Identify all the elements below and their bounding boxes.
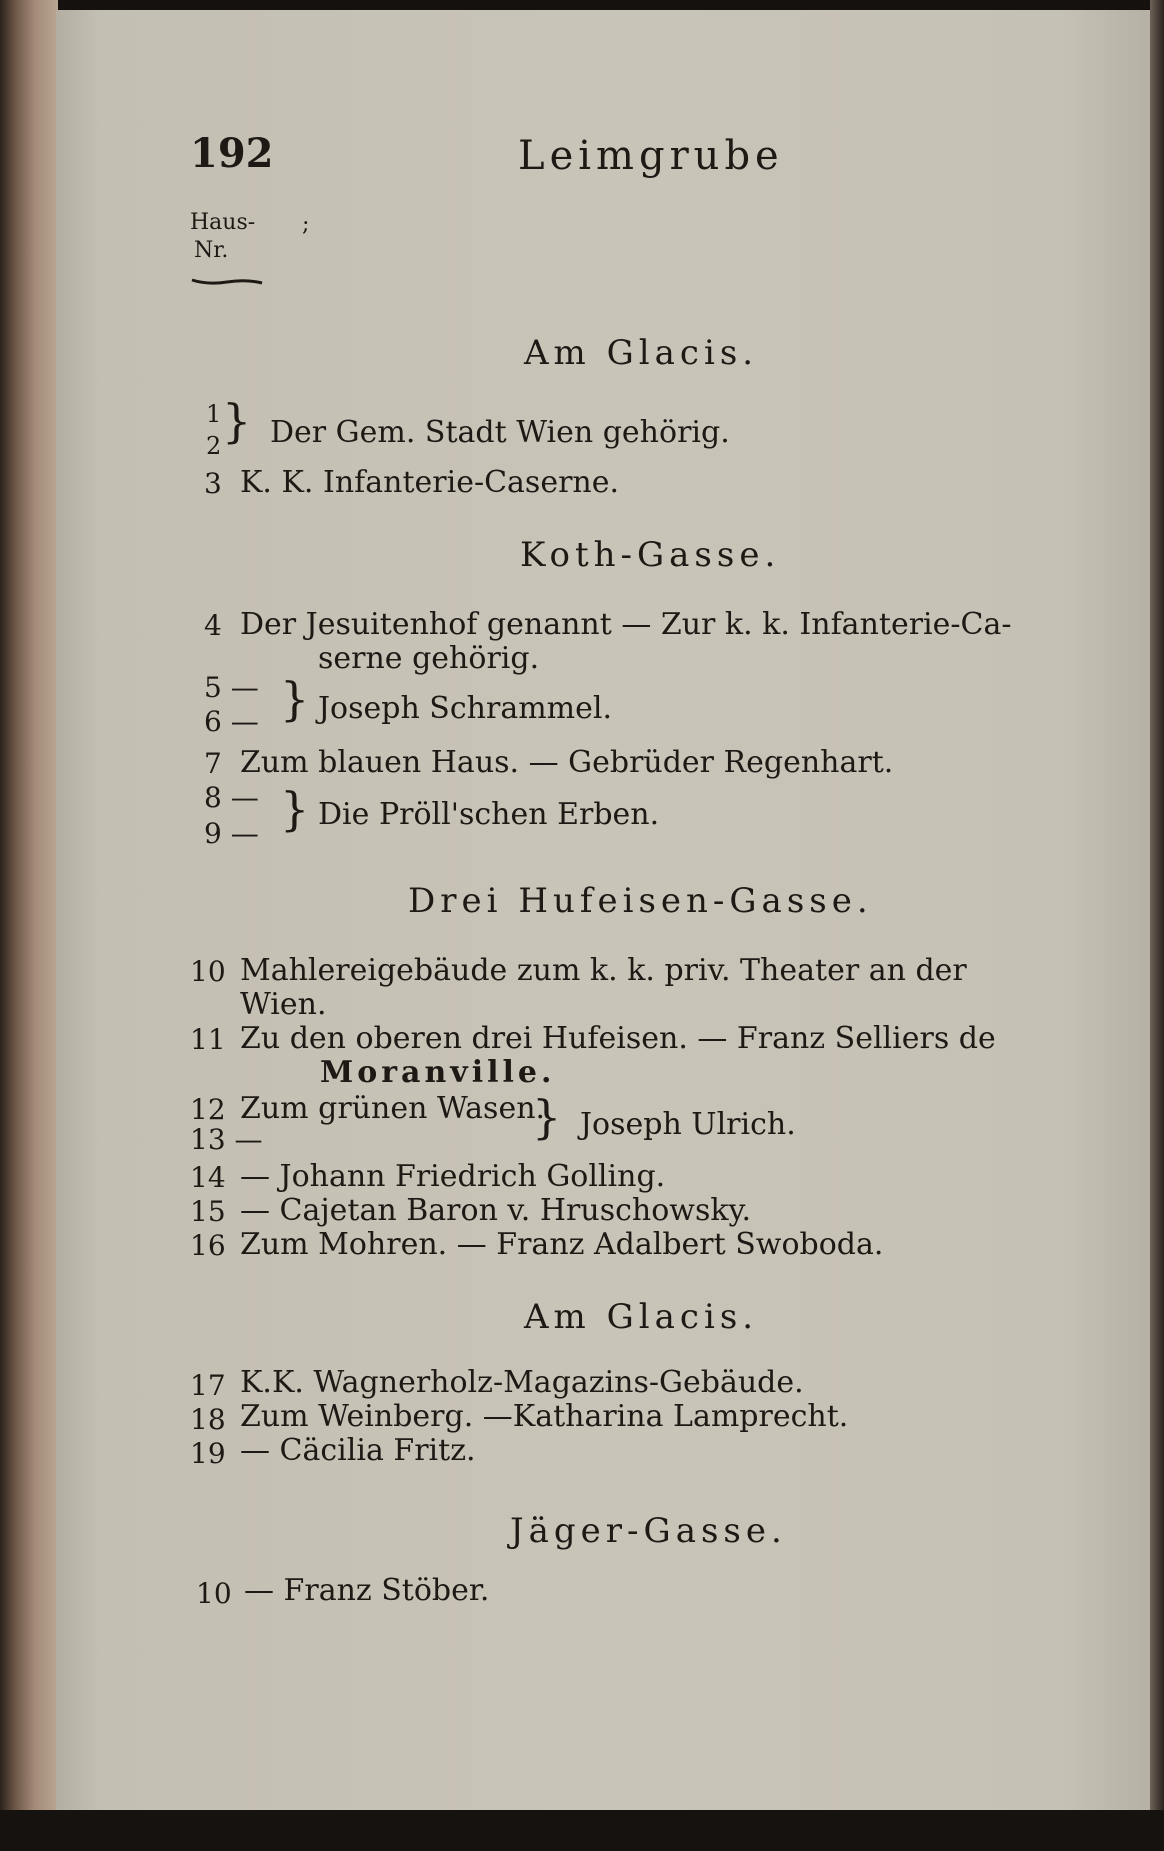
entry-text-continuation: Wien. bbox=[240, 987, 327, 1022]
house-number: 3 bbox=[204, 467, 222, 500]
book-spine-edge bbox=[0, 0, 58, 1851]
house-number: 1 bbox=[206, 400, 222, 428]
entry-text: — Johann Friedrich Golling. bbox=[240, 1159, 666, 1194]
house-number: 13 — bbox=[190, 1123, 263, 1156]
grouping-brace: } bbox=[280, 782, 310, 836]
house-number: 17 bbox=[190, 1369, 226, 1402]
column-label-haus: Haus- bbox=[190, 210, 256, 235]
book-right-edge bbox=[1150, 0, 1164, 1851]
house-number: 19 bbox=[190, 1437, 226, 1470]
house-number: 18 bbox=[190, 1403, 226, 1436]
entry-text: K. K. Infanterie-Caserne. bbox=[240, 465, 620, 500]
house-number: 14 bbox=[190, 1161, 226, 1194]
house-number: 16 bbox=[190, 1229, 226, 1262]
house-number: 2 bbox=[206, 432, 222, 460]
entry-text: Zum Weinberg. —Katharina Lamprecht. bbox=[240, 1399, 849, 1434]
entry-text-continuation: serne gehörig. bbox=[318, 641, 540, 676]
scan-bottom-band bbox=[0, 1810, 1164, 1851]
column-divider-mark: ; bbox=[302, 212, 310, 237]
entry-text: Die Pröll'schen Erben. bbox=[318, 797, 660, 832]
entry-text: K.K. Wagnerholz-Magazins-Gebäude. bbox=[240, 1365, 804, 1400]
house-number: 12 bbox=[190, 1093, 226, 1126]
house-number: 4 bbox=[204, 609, 222, 642]
entry-text: Mahlereigebäude zum k. k. priv. Theater an der bbox=[240, 953, 967, 988]
grouping-brace: } bbox=[280, 672, 310, 726]
house-number: 9 — bbox=[204, 817, 259, 850]
section-heading-jaeger-gasse: Jäger-Gasse. bbox=[510, 1511, 787, 1551]
entry-text: Zum blauen Haus. — Gebrüder Regenhart. bbox=[240, 745, 894, 780]
running-title: Leimgrube bbox=[518, 133, 784, 179]
entry-text: Joseph Schrammel. bbox=[318, 691, 612, 726]
entry-text-continuation: Moranville. bbox=[320, 1055, 556, 1090]
entry-text: Zu den oberen drei Hufeisen. — Franz Selliers de bbox=[240, 1021, 996, 1056]
grouping-brace: } bbox=[222, 394, 252, 448]
entry-text: — Cajetan Baron v. Hruschowsky. bbox=[240, 1193, 752, 1228]
house-number: 10 bbox=[196, 1577, 232, 1610]
entry-text: Der Gem. Stadt Wien gehörig. bbox=[270, 415, 730, 450]
section-heading-am-glacis: Am Glacis. bbox=[524, 333, 759, 373]
page-number: 192 bbox=[190, 130, 274, 177]
entry-text: Zum Mohren. — Franz Adalbert Swoboda. bbox=[240, 1227, 884, 1262]
column-label-nr: Nr. bbox=[194, 238, 229, 263]
entry-text: — Cäcilia Fritz. bbox=[240, 1433, 476, 1468]
grouping-brace: } bbox=[532, 1090, 562, 1144]
entry-text: — Franz Stöber. bbox=[244, 1573, 490, 1608]
header-ornament-rule bbox=[190, 276, 264, 286]
entry-text: Joseph Ulrich. bbox=[580, 1107, 796, 1142]
house-number: 15 bbox=[190, 1195, 226, 1228]
house-number: 11 bbox=[190, 1023, 226, 1056]
entry-text: Der Jesuitenhof genannt — Zur k. k. Infanterie-Ca- bbox=[240, 607, 1012, 642]
house-number: 5 — bbox=[204, 671, 259, 704]
section-heading-koth-gasse: Koth-Gasse. bbox=[520, 535, 781, 575]
entry-text: Zum grünen Wasen. bbox=[240, 1091, 546, 1126]
house-number: 6 — bbox=[204, 705, 259, 738]
house-number: 10 bbox=[190, 955, 226, 988]
house-number: 7 bbox=[204, 747, 222, 780]
section-heading-drei-hufeisen-gasse: Drei Hufeisen-Gasse. bbox=[408, 881, 873, 921]
house-number: 8 — bbox=[204, 781, 259, 814]
section-heading-am-glacis-2: Am Glacis. bbox=[524, 1297, 759, 1337]
